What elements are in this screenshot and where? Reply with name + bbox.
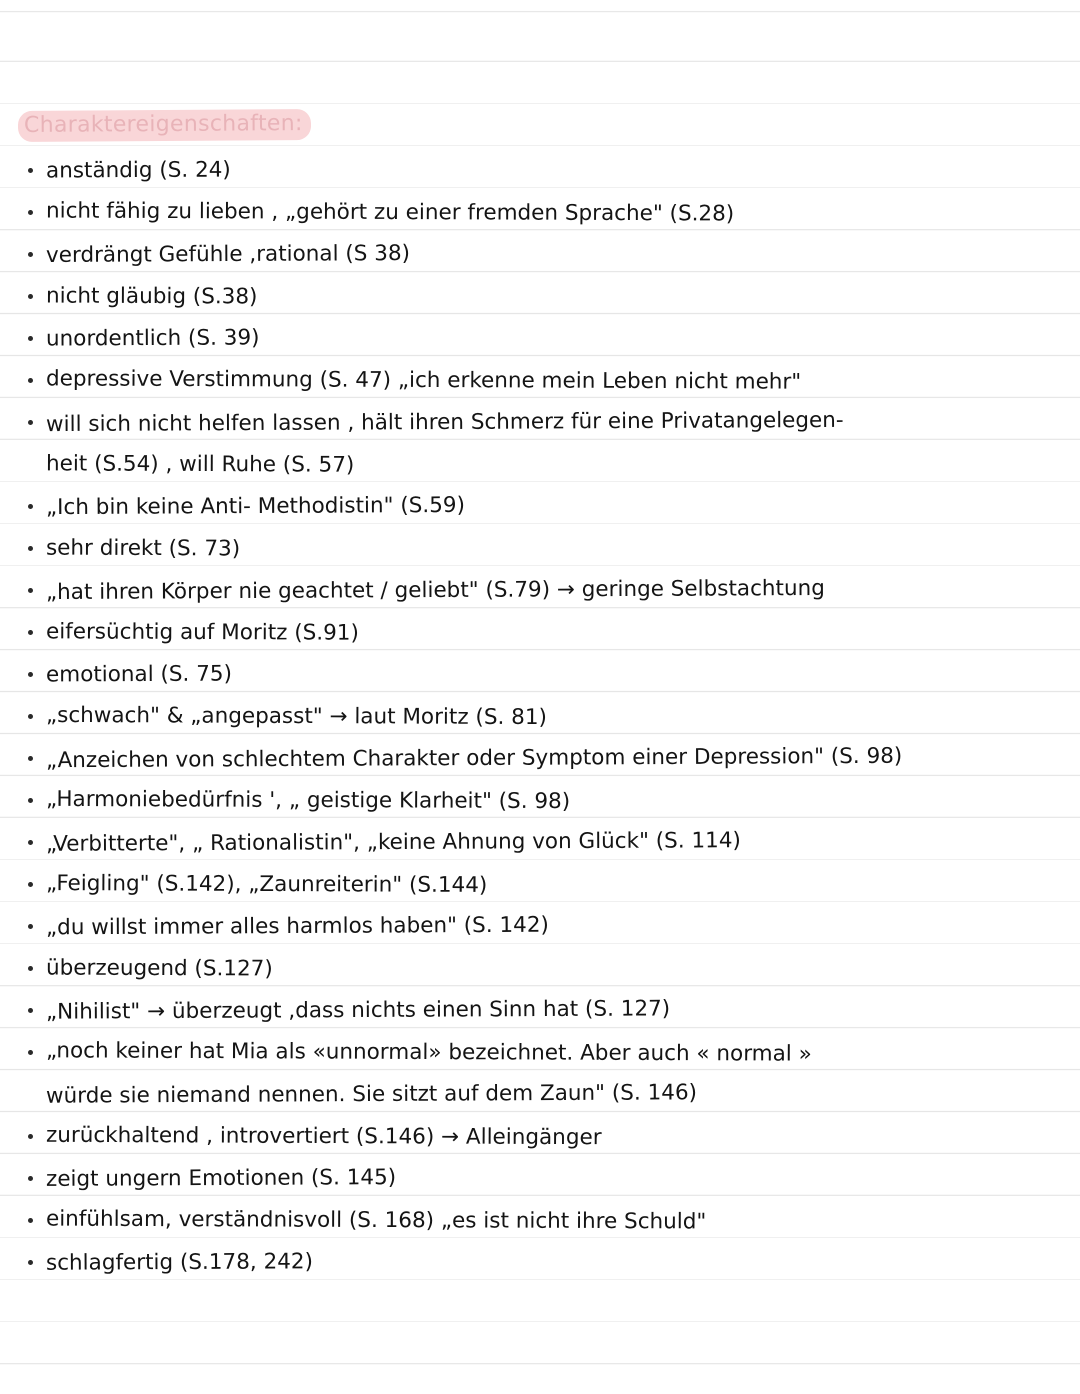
list-item (0, 1116, 1080, 1158)
bullet-icon (28, 882, 33, 887)
bullet-icon (28, 924, 33, 929)
list-item-text: eifersüchtig auf Moritz (S.91) (45, 619, 359, 646)
list-item (0, 318, 1080, 360)
list-item (0, 570, 1080, 612)
list-item-text: heit (S.54) , will Ruhe (S. 57) (45, 451, 355, 478)
bullet-icon (28, 504, 33, 509)
trait-list (0, 150, 1080, 1284)
list-item (0, 192, 1080, 234)
list-item-text: „Anzeichen von schlechtem Charakter oder Symptom einer Depression" (S. 98) (45, 743, 903, 774)
list-item (0, 906, 1080, 948)
list-item-text: verdrängt Gefühle ,rational (S 38) (45, 241, 411, 268)
bullet-icon (28, 714, 33, 719)
list-item-text: „Ich bin keine Anti- Methodistin" (S.59) (45, 492, 465, 521)
bullet-icon (28, 1134, 33, 1139)
list-item-text: zurückhaltend , introvertiert (S.146) → Alleingänger (45, 1122, 602, 1151)
bullet-icon (28, 798, 33, 803)
list-item (0, 528, 1080, 570)
list-item (0, 402, 1080, 444)
list-item-text: „du willst immer alles harmlos haben" (S. 142) (45, 912, 549, 941)
list-item (0, 1200, 1080, 1242)
list-item (0, 738, 1080, 780)
bullet-icon (28, 252, 33, 257)
bullet-icon (28, 672, 33, 677)
list-item-text: unordentlich (S. 39) (45, 325, 260, 352)
list-item-text: emotional (S. 75) (45, 661, 233, 688)
list-item-text: „noch keiner hat Mia als «unnormal» bezeichnet. Aber auch « normal » (45, 1038, 812, 1067)
list-item-text: „hat ihren Körper nie geachtet / geliebt" (S.79) → geringe Selbstachtung (45, 575, 825, 606)
list-item-text: anständig (S. 24) (45, 157, 231, 184)
list-item-text: „Verbitterte", „ Rationalistin", „keine Ahnung von Glück" (S. 114) (45, 828, 741, 857)
bullet-icon (28, 1050, 33, 1055)
list-item (0, 1158, 1080, 1200)
bullet-icon (28, 630, 33, 635)
list-item-text: einfühlsam, verständnisvoll (S. 168) „es ist nicht ihre Schuld" (45, 1206, 707, 1235)
list-item-text: „schwach" & „angepasst" → laut Moritz (S. 81) (45, 702, 547, 731)
bullet-icon (28, 420, 33, 425)
bullet-icon (28, 378, 33, 383)
list-item-text: sehr direkt (S. 73) (45, 535, 241, 562)
bullet-icon (28, 1260, 33, 1265)
bullet-icon (28, 336, 33, 341)
list-item (0, 696, 1080, 738)
list-item-text: zeigt ungern Emotionen (S. 145) (45, 1165, 397, 1192)
bullet-icon (28, 294, 33, 299)
list-item (0, 948, 1080, 990)
list-item (0, 864, 1080, 906)
section-heading: Charaktereigenschaften: (18, 109, 311, 142)
bullet-icon (28, 1218, 33, 1223)
list-item-text: nicht fähig zu lieben , „gehört zu einer fremden Sprache" (S.28) (45, 198, 735, 227)
bullet-icon (28, 966, 33, 971)
list-item-text: nicht gläubig (S.38) (45, 283, 258, 310)
list-item (0, 654, 1080, 696)
bullet-icon (28, 588, 33, 593)
list-item (0, 234, 1080, 276)
list-item-text: „Nihilist" → überzeugt ,dass nichts einen Sinn hat (S. 127) (45, 996, 671, 1025)
list-item-continuation (0, 444, 1080, 486)
list-item (0, 822, 1080, 864)
bullet-icon (28, 1008, 33, 1013)
list-item (0, 150, 1080, 192)
list-item (0, 990, 1080, 1032)
list-item (0, 360, 1080, 402)
list-item (0, 276, 1080, 318)
list-item (0, 780, 1080, 822)
list-item-text: überzeugend (S.127) (45, 955, 273, 982)
list-item (0, 612, 1080, 654)
bullet-icon (28, 756, 33, 761)
list-item-text: würde sie niemand nennen. Sie sitzt auf dem Zaun" (S. 146) (45, 1080, 698, 1109)
list-item (0, 1032, 1080, 1074)
list-item-text: schlagfertig (S.178, 242) (45, 1249, 314, 1276)
list-item-text: will sich nicht helfen lassen , hält ihren Schmerz für eine Privatangelegen- (45, 407, 844, 438)
bullet-icon (28, 1176, 33, 1181)
bullet-icon (28, 840, 33, 845)
list-item (0, 486, 1080, 528)
bullet-icon (28, 546, 33, 551)
bullet-icon (28, 168, 33, 173)
list-item (0, 1242, 1080, 1284)
list-item-text: „Feigling" (S.142), „Zaunreiterin" (S.144) (45, 871, 488, 898)
bullet-icon (28, 210, 33, 215)
list-item-continuation (0, 1074, 1080, 1116)
list-item-text: depressive Verstimmung (S. 47) „ich erkenne mein Leben nicht mehr" (45, 366, 802, 395)
list-item-text: „Harmoniebedürfnis ', „ geistige Klarheit" (S. 98) (45, 786, 571, 815)
